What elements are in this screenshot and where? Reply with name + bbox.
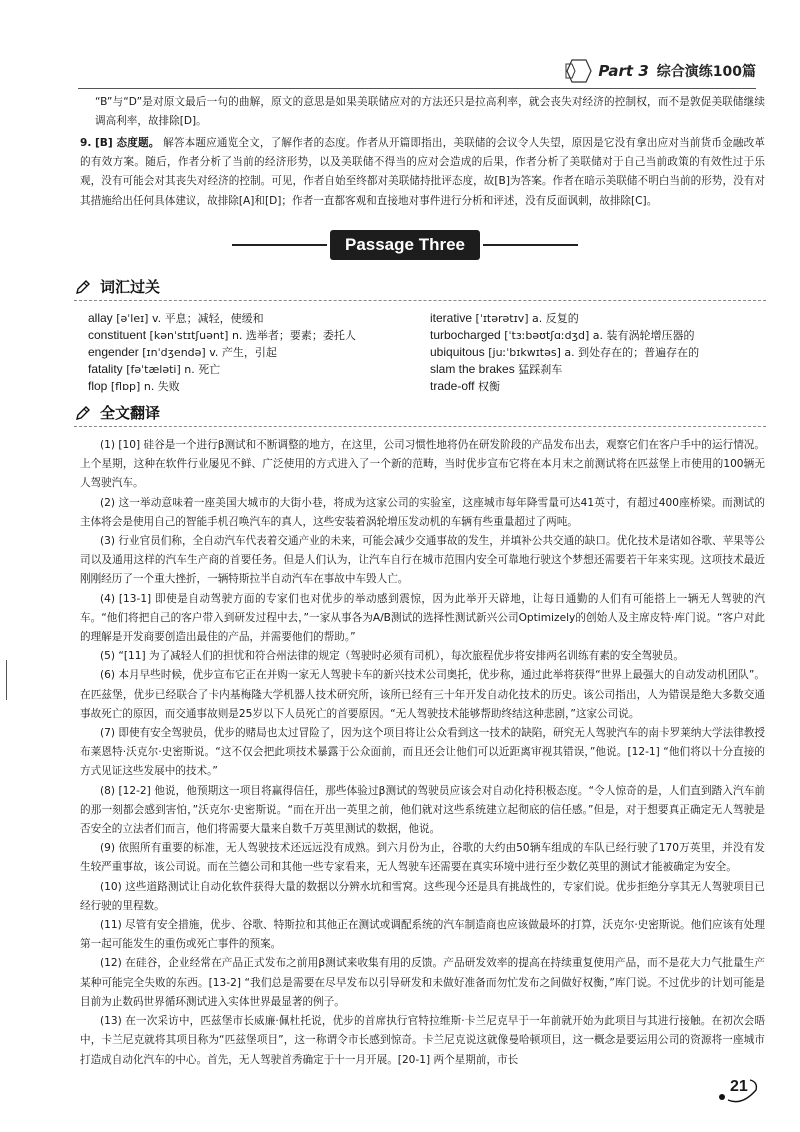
vocab-item: engender [ɪnˈdʒendə] v. 产生，引起 — [88, 345, 277, 359]
banner-line-right — [483, 244, 578, 246]
vocab-item: slam the brakes 猛踩刹车 — [430, 362, 563, 376]
header-rule — [78, 88, 756, 89]
page-number-dot — [719, 1094, 725, 1100]
vocab-item: flop [flɒp] n. 失败 — [88, 379, 180, 393]
translation-body — [80, 436, 765, 1070]
paragraph: (12) 在硅谷，企业经常在产品正式发布之前用β测试来收集有用的反馈。产品研发效率的提高在持续重复使用产品，而不是花大力气批量生产某种可能完全失败的东西。[13-2] “我们总是需要在尽早发布以引导研发和未做好准备而勿忙发布之间做好权衡，”库门说。不过优步的计划可能是目前为止数码世界循环测试进入实体世界最显著的例子。 — [80, 957, 765, 1008]
translation-rule — [74, 426, 766, 427]
hexagon-icon — [564, 58, 592, 84]
paragraph: (13) 在一次采访中，匹兹堡市长威廉·佩杜托说，优步的首席执行官特拉维斯·卡兰尼克早于一年前就开始为此项目与其进行接触。在初次会晤中，卡兰尼克就将其项目称为“匹兹堡项目”，这一称谓令市长感到惊奇。卡兰尼克说这就像曼哈顿项目，这一概念是要运用公司的资源将一座城市打造成自动化汽车的中心。首先，无人驾驶首秀确定于十一月开展。[20-1] 两个星期前，市长 — [80, 1015, 765, 1066]
intro-text: “B”与“D”是对原文最后一句的曲解，原文的意思是如果美联储应对的方法还只是拉高利率，就会丧失对经济的控制权，而不是敦促美联储继续调高利率，故排除[D]。 — [95, 96, 765, 128]
paragraph: (1) [10] 硅谷是一个进行β测试和不断调整的地方，在这里，公司习惯性地将仍在研发阶段的产品发布出去，观察它们在客户手中的运行情况。上个星期，这种在软件行业屡见不鲜、广泛使用的方式进入了一个新的范畴，当时优步宣布它将在本月末之前测试将在匹兹堡上市使用的100辆无人驾驶汽车。 — [80, 439, 765, 490]
header-part: Part 3 — [598, 62, 649, 80]
vocab-item: trade-off 权衡 — [430, 379, 500, 393]
question-number: 9. — [80, 137, 92, 149]
translation-section-title — [74, 402, 160, 423]
vocab-item: iterative [ˈɪtərətɪv] a. 反复的 — [430, 311, 579, 325]
pen-icon — [74, 278, 92, 296]
paragraph: (6) 本月早些时候，优步宣布它正在并购一家无人驾驶卡车的新兴技术公司奥托，优步称，通过此举将获得“世界上最强大的自动发动机团队”。在匹兹堡，优步已经联合了卡内基梅隆大学机器人技术研究所，该所已经有三十年开发自动化技术的历史。该公司指出，人为错误是绝大多数交通事故死亡的原因，而交通事故则是25岁以下人员死亡的首要原因。“无人驾驶技术能够帮助终结这种悲剧，”这家公司说。 — [80, 669, 765, 720]
paragraph: (7) 即使有安全驾驶员，优步的赌局也太过冒险了，因为这个项目将让公众看到这一技术的缺陷，研究无人驾驶汽车的南卡罗莱纳大学法律教授布莱恩特·沃克尔·史密斯说。“这不仅会把此项技术暴露于公众面前，而且还会让他们可以近距离审视其错误，”他说。[12-1] “他们将以十分直接的方式见证这些发展中的技术。” — [80, 727, 765, 778]
paragraph: (9) 依照所有重要的标准，无人驾驶技术还远远没有成熟。到六月份为止，谷歌的大约由50辆车组成的车队已经行驶了170万英里，并没有发生较严重事故，该公司说。而在兰德公司和其他一些专家看来，无人驾驶车还需要在真实环境中进行至少数亿英里的测试才能被确定为安全。 — [80, 842, 765, 874]
vocab-list-left — [88, 310, 418, 395]
question-text: 解答本题应通览全文，了解作者的态度。作者从开篇即指出，美联储的会议令人失望，原因是它没有拿出应对当前货币金融改革的有效方案。随后，作者分析了当前的经济形势，以及美联储不得当的应对会造成的后果，作者分析了美联储对于自己当前政策的有效性过于乐观，没有可能会对其丧失对经济的控制。可见，作者自始至终都对美联储持批评态度，故[B]为答案。作者在暗示美联储不明白当前的形势，没有对其措施给出任何具体建议，故排除[A]和[D]；作者一直都客观和直接地对事件进行分析和评述，没有反面讽刺，故排除[C]。 — [80, 137, 765, 207]
passage-banner: Passage Three — [330, 230, 480, 260]
banner-line-left — [232, 244, 327, 246]
vocab-list-right — [430, 310, 770, 395]
vocab-item: allay [əˈleɪ] v. 平息；减轻，使缓和 — [88, 311, 264, 325]
vocab-item: constituent [kənˈstɪtʃuənt] n. 选举者；要素；委托人 — [88, 328, 356, 342]
vocab-title: 词汇过关 — [100, 278, 161, 296]
page-header — [564, 56, 756, 86]
paragraph: (3) 行业官员们称，全自动汽车代表着交通产业的未来，可能会减少交通事故的发生，并填补公共交通的缺口。优化技术是诸如谷歌、苹果等公司以及通用这样的汽车生产商的首要任务。但是人们认为，让汽车自行在城市范围内安全可靠地行驶这个梦想还需要若干年来实现。这项技术最近刚刚经历了一个重大挫折，一辆特斯拉半自动汽车在事故中车毁人亡。 — [80, 535, 765, 586]
header-title: 综合演练100篇 — [656, 64, 756, 80]
question-heading: [B] 态度题。 — [94, 137, 160, 149]
vocab-item: fatality [fəˈtæləti] n. 死亡 — [88, 362, 221, 376]
paragraph: (10) 这些道路测试让自动化软件获得大量的数据以分辨水坑和雪窝。这些现今还是具有挑战性的，专家们说。优步拒绝分享其无人驾驶项目已经行驶的里程数。 — [80, 880, 765, 912]
margin-mark — [6, 660, 7, 700]
vocab-item: turbocharged [ˈtɜːbəʊtʃɑːdʒd] a. 装有涡轮增压器的 — [430, 328, 695, 342]
paragraph: (11) 尽管有安全措施，优步、谷歌、特斯拉和其他正在测试或调配系统的汽车制造商也应该做最坏的打算，沃克尔·史密斯说。他们应该有处理第一起可能发生的重伤或死亡事件的预案。 — [80, 919, 765, 951]
vocab-item: ubiquitous [juːˈbɪkwɪtəs] a. 到处存在的；普遍存在的 — [430, 345, 700, 359]
paragraph: (2) 这一举动意味着一座美国大城市的大街小巷，将成为这家公司的实验室，这座城市每年降雪量可达41英寸，有超过400座桥梁。而测试的主体将会是使用自己的智能手机召唤汽车的真人，这些安装着涡轮增压发动机的车辆有些重量超过了两吨。 — [80, 496, 765, 528]
paragraph: (8) [12-2] 他说，他预期这一项目将赢得信任，那些体验过β测试的驾驶员应该会对自动化持积极态度。“令人惊奇的是，人们直到踏入汽车前的那一刻都会感到害怕，”沃克尔·史密斯说。“而在开出一英里之前，他们就对这些系统建立起彻底的信任感。”但是，对于想要真正确定无人驾驶是否安全的立法者们而言，他们将需要大量来自数千万英里测试的数据，他说。 — [80, 784, 765, 836]
paragraph: (5) “[11] 为了减轻人们的担忧和符合州法律的规定（驾驶时必须有司机），每次旅程优步将安排两名训练有素的安全驾驶员。 — [100, 650, 684, 663]
translation-title: 全文翻译 — [100, 404, 161, 422]
vocab-rule — [74, 300, 766, 301]
pen-icon — [74, 404, 92, 422]
page-number: 21 — [730, 1078, 748, 1095]
question-9 — [80, 134, 765, 211]
vocab-section-title — [74, 276, 160, 297]
paragraph: (4) [13-1] 即使是自动驾驶方面的专家们也对优步的举动感到震惊，因为此举开天辟地，让每日通勤的人们有可能搭上一辆无人驾驶的汽车。“他们将把自己的客户带入到研发过程中去，”一家从事各为A/B测试的选择性测试新兴公司Optimizely的创始人及主席皮特·库门说。“客户对此的理解是开发商要创造出最佳的产品，并需要他们的帮助。” — [80, 592, 765, 644]
